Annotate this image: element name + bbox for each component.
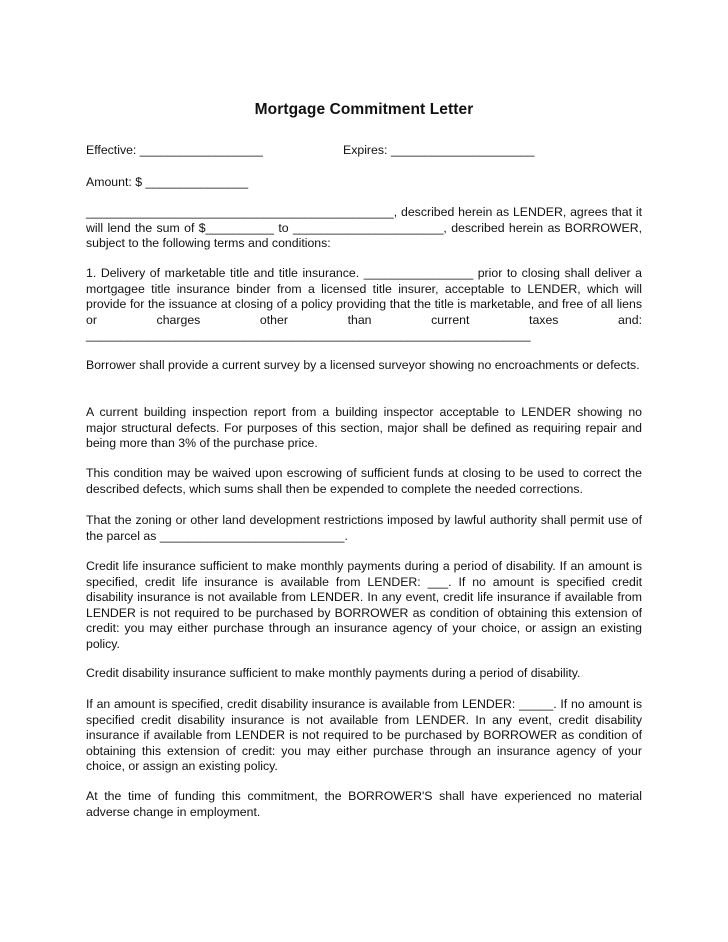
survey-paragraph: Borrower shall provide a current survey by a licensed surveyor showing no encroachments or defects. [86,358,640,372]
credit-disability-paragraph: Credit disability insurance sufficient to make monthly payments during a period of disability. [86,666,581,680]
disability-availability-paragraph: If an amount is specified, credit disability insurance is available from LENDER: _____. If no amount is specified credit disability insurance is not available from LENDER. In any event, credit disability insurance if available from LENDER is not required to be purchased by BORROWER as condition of obtaining this extension of credit: you may either purchase through an insurance agency of your choice, or assign an existing policy. [86,697,642,774]
document-title: Mortgage Commitment Letter [254,101,474,118]
expires-date-line: Expires: _____________________ [343,143,535,157]
amount-line: Amount: $ _______________ [86,175,249,189]
waiver-paragraph: This condition may be waived upon escrowing of sufficient funds at closing to be used to correct the described defects, which sums shall then be expended to complete the needed corrections. [86,466,642,496]
zoning-paragraph: That the zoning or other land development restrictions imposed by lawful authority shall permit use of the parcel as ___________________________. [86,513,642,543]
document-page [86,0,642,942]
inspection-paragraph: A current building inspection report from a building inspector acceptable to LENDER showing no major structural defects. For purposes of this section, major shall be defined as requiring repair and being more than 3% of the purchase price. [86,405,642,451]
title-insurance-paragraph: 1. Delivery of marketable title and title insurance. ________________ prior to closing shall deliver a mortgagee title insurance binder from a licensed title insurer, acceptable to LENDER, which will provide for the issuance at closing of a policy providing that the title is marketable, and free of all liens or charges other than current taxes and: _________________________________________________________________ [86,266,642,343]
credit-life-paragraph: Credit life insurance sufficient to make monthly payments during a period of disability. If an amount is specified, credit life insurance is available from LENDER: ___. If no amount is specified credit disability insurance is not available from LENDER. In any event, credit life insurance if available from LENDER is not required to be purchased by BORROWER as condition of obtaining this extension of credit: you may either purchase through an insurance agency of your choice, or assign an existing policy. [86,559,642,651]
employment-paragraph: At the time of funding this commitment, the BORROWER'S shall have experienced no material adverse change in employment. [86,789,642,819]
parties-paragraph: _____________________________________________, described herein as LENDER, agrees that it will lend the sum of $__________ to ______________________, described herein as BORROWER, subject to the following terms and conditions: [86,205,642,251]
effective-date-line: Effective: __________________ [86,143,263,157]
